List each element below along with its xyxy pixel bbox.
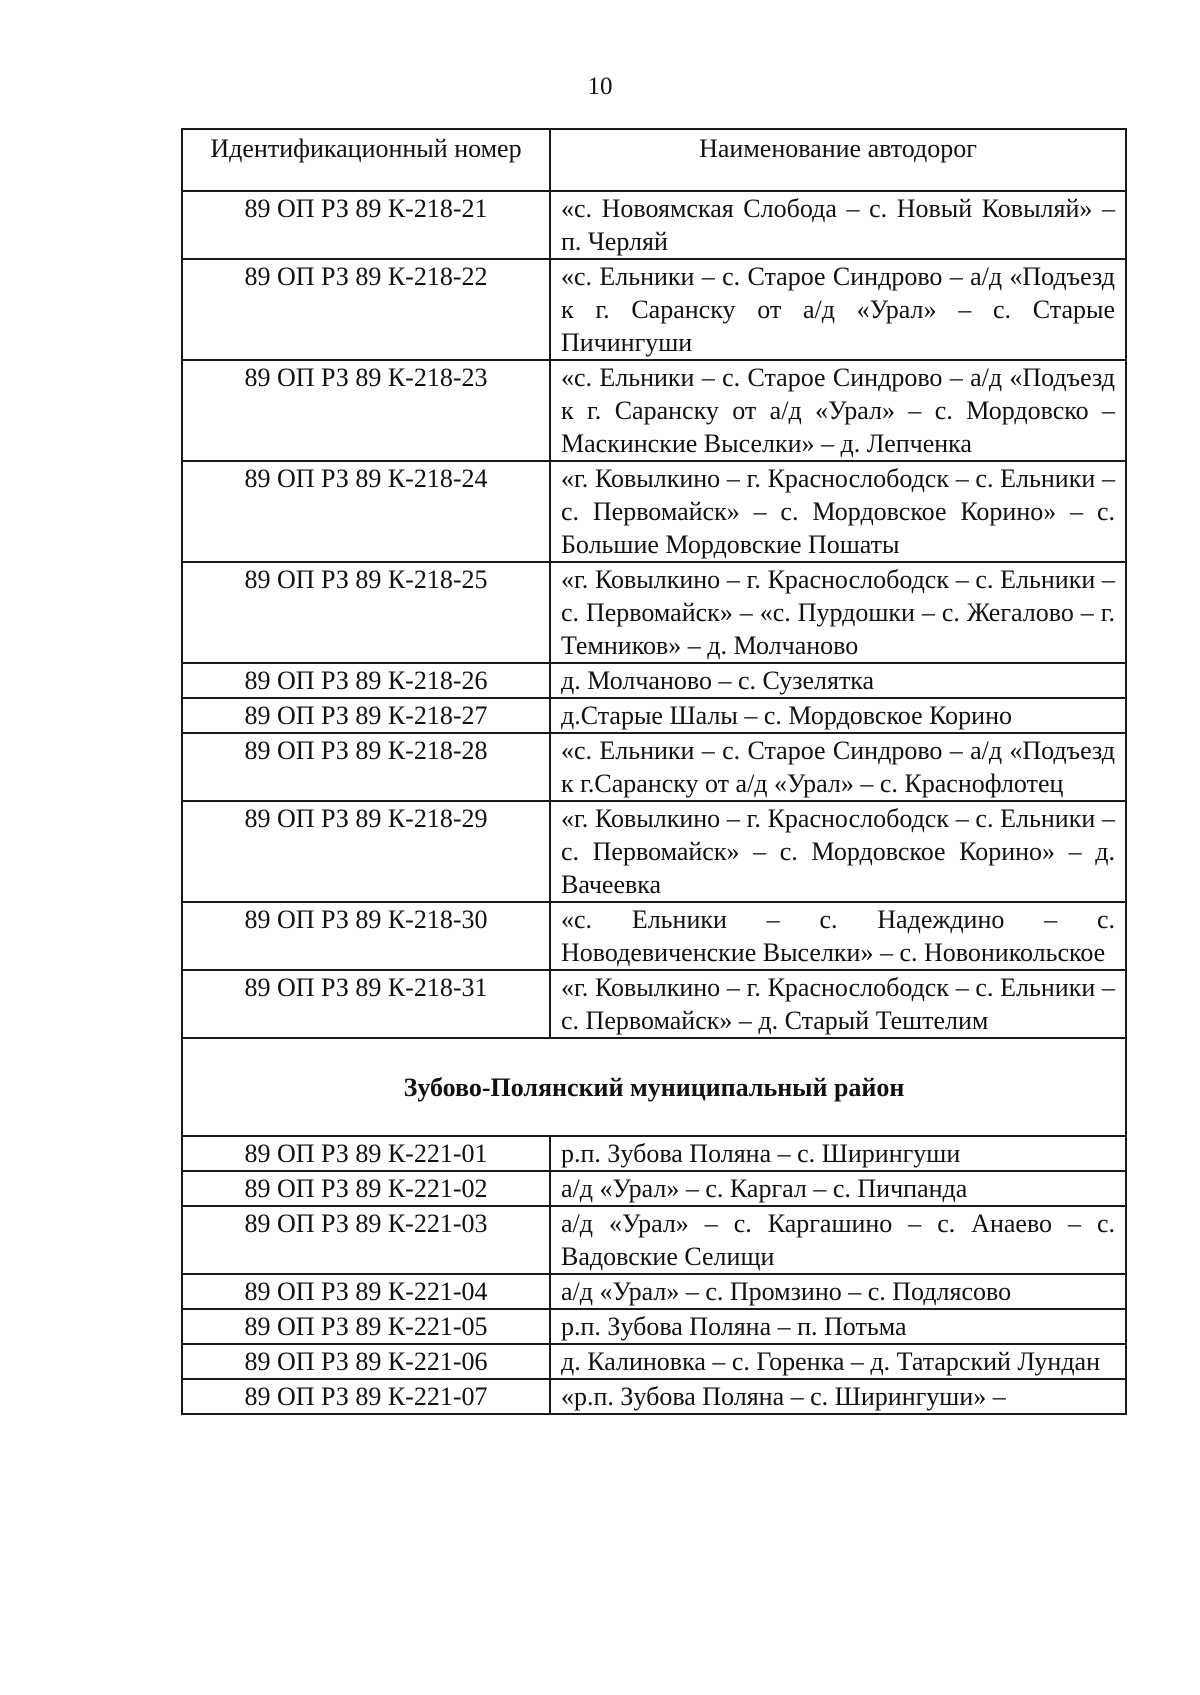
table-row xyxy=(182,698,1126,733)
table-header-row xyxy=(182,129,1126,191)
road-name: «с. Ельники – с. Старое Синдрово – а/д «Подъезд к г. Саранску от а/д «Урал» – с. Мордовско – Маскинские Выселки» – д. Лепченка xyxy=(550,360,1126,461)
road-name: «с. Ельники – с. Надеждино – с. Новодевиченские Выселки» – с. Новоникольское xyxy=(550,902,1126,970)
road-name: «с. Новоямская Слобода – с. Новый Ковыляй» – п. Черляй xyxy=(550,191,1126,259)
road-id: 89 ОП РЗ 89 К-218-26 xyxy=(182,663,550,698)
table-row xyxy=(182,1171,1126,1206)
table-row xyxy=(182,461,1126,562)
road-id: 89 ОП РЗ 89 К-221-05 xyxy=(182,1309,550,1344)
road-id: 89 ОП РЗ 89 К-218-22 xyxy=(182,259,550,360)
page-number: 10 xyxy=(587,73,613,100)
table-row xyxy=(182,970,1126,1038)
table-row xyxy=(182,1206,1126,1274)
section-title: Зубово-Полянский муниципальный район xyxy=(182,1038,1126,1136)
table-row xyxy=(182,663,1126,698)
road-id: 89 ОП РЗ 89 К-221-01 xyxy=(182,1136,550,1171)
road-id: 89 ОП РЗ 89 К-218-24 xyxy=(182,461,550,562)
road-name: а/д «Урал» – с. Каргашино – с. Анаево – с. Вадовские Селищи xyxy=(550,1206,1126,1274)
table-row xyxy=(182,1379,1126,1414)
road-name: «г. Ковылкино – г. Краснослободск – с. Ельники – с. Первомайск» – д. Старый Тештелим xyxy=(550,970,1126,1038)
table-row xyxy=(182,902,1126,970)
header-name: Наименование автодорог xyxy=(550,129,1126,191)
road-name: д.Старые Шалы – с. Мордовское Корино xyxy=(550,698,1126,733)
road-id: 89 ОП РЗ 89 К-221-03 xyxy=(182,1206,550,1274)
table-row xyxy=(182,191,1126,259)
road-id: 89 ОП РЗ 89 К-218-28 xyxy=(182,733,550,801)
table-row xyxy=(182,1136,1126,1171)
road-id: 89 ОП РЗ 89 К-221-07 xyxy=(182,1379,550,1414)
road-name: д. Молчаново – с. Сузелятка xyxy=(550,663,1126,698)
road-id: 89 ОП РЗ 89 К-221-04 xyxy=(182,1274,550,1309)
road-name: д. Калиновка – с. Горенка – д. Татарский Лундан xyxy=(550,1344,1126,1379)
table-row xyxy=(182,259,1126,360)
table-row xyxy=(182,562,1126,663)
road-name: «с. Ельники – с. Старое Синдрово – а/д «Подъезд к г. Саранску от а/д «Урал» – с. Старые Пичингуши xyxy=(550,259,1126,360)
road-name: а/д «Урал» – с. Промзино – с. Подлясово xyxy=(550,1274,1126,1309)
table-row xyxy=(182,733,1126,801)
road-name: р.п. Зубова Поляна – п. Потьма xyxy=(550,1309,1126,1344)
table-row xyxy=(182,1274,1126,1309)
table-row xyxy=(182,1309,1126,1344)
header-id: Идентификационный номер xyxy=(182,129,550,191)
road-name: а/д «Урал» – с. Каргал – с. Пичпанда xyxy=(550,1171,1126,1206)
road-id: 89 ОП РЗ 89 К-218-27 xyxy=(182,698,550,733)
road-id: 89 ОП РЗ 89 К-221-02 xyxy=(182,1171,550,1206)
road-name: «г. Ковылкино – г. Краснослободск – с. Ельники – с. Первомайск» – с. Мордовское Корино» – с. Большие Мордовские Пошаты xyxy=(550,461,1126,562)
road-id: 89 ОП РЗ 89 К-218-23 xyxy=(182,360,550,461)
road-name: «р.п. Зубова Поляна – с. Ширингуши» – xyxy=(550,1379,1126,1414)
road-name: «г. Ковылкино – г. Краснослободск – с. Ельники – с. Первомайск» – «с. Пурдошки – с. Жегалово – г. Темников» – д. Молчаново xyxy=(550,562,1126,663)
table-row xyxy=(182,801,1126,902)
road-id: 89 ОП РЗ 89 К-218-21 xyxy=(182,191,550,259)
road-name: «г. Ковылкино – г. Краснослободск – с. Ельники – с. Первомайск» – с. Мордовское Корино» – д. Вачеевка xyxy=(550,801,1126,902)
road-id: 89 ОП РЗ 89 К-221-06 xyxy=(182,1344,550,1379)
section-row xyxy=(182,1038,1126,1136)
table-row xyxy=(182,360,1126,461)
table-row xyxy=(182,1344,1126,1379)
road-id: 89 ОП РЗ 89 К-218-30 xyxy=(182,902,550,970)
road-id: 89 ОП РЗ 89 К-218-25 xyxy=(182,562,550,663)
road-id: 89 ОП РЗ 89 К-218-31 xyxy=(182,970,550,1038)
road-name: «с. Ельники – с. Старое Синдрово – а/д «Подъезд к г.Саранску от а/д «Урал» – с. Краснофлотец xyxy=(550,733,1126,801)
roads-table xyxy=(181,128,1127,1415)
road-name: р.п. Зубова Поляна – с. Ширингуши xyxy=(550,1136,1126,1171)
road-id: 89 ОП РЗ 89 К-218-29 xyxy=(182,801,550,902)
